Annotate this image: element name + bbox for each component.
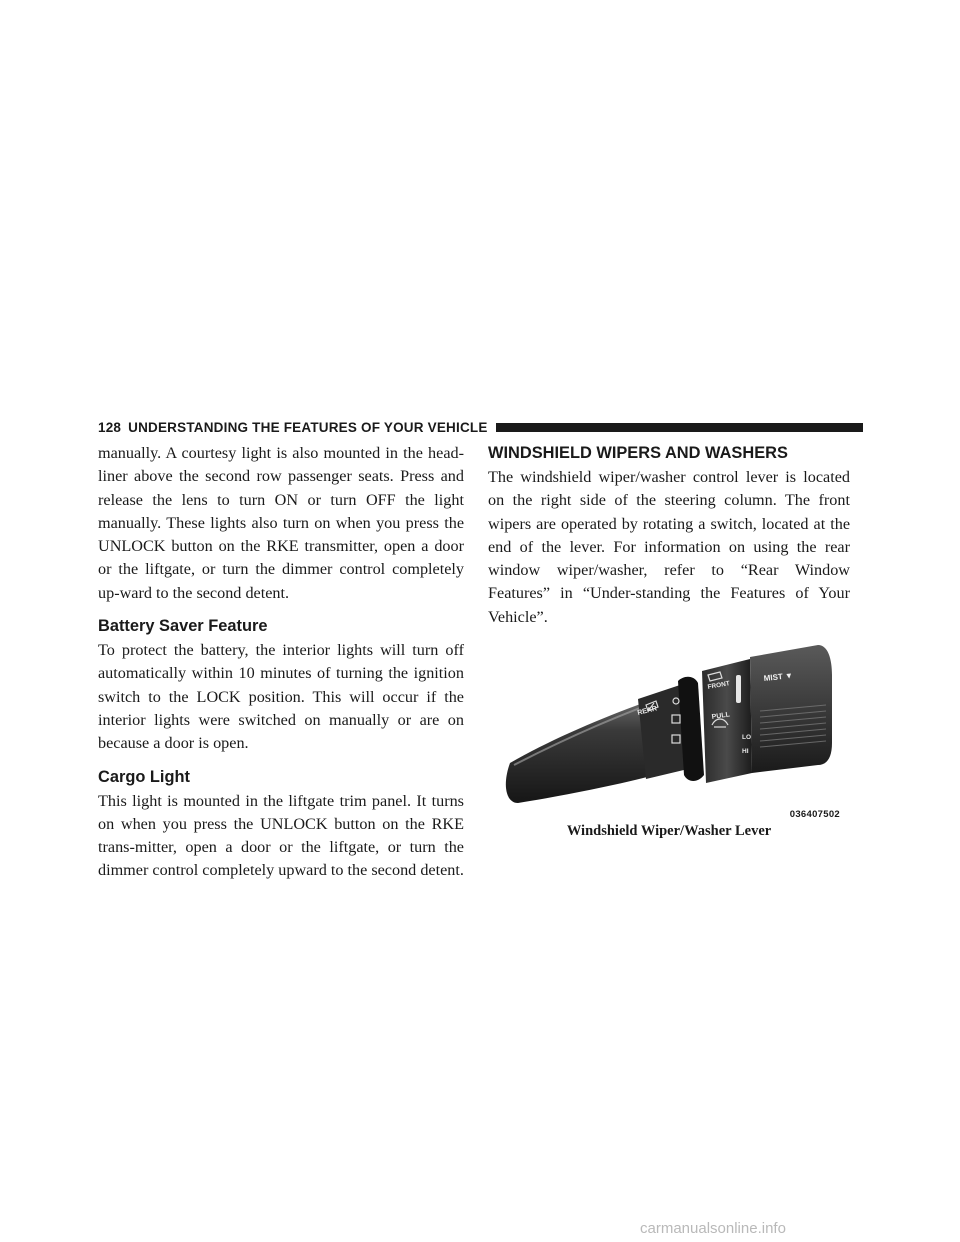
battery-saver-paragraph: To protect the battery, the interior lights will turn off automatically within 10 minutes of turning the ignition switch to the LOCK position. This will occur if the interior lights were switched on manually or are on because a door is open. <box>98 641 464 753</box>
page-number: 128 <box>98 419 122 435</box>
pull-label: PULL <box>711 711 731 722</box>
cargo-light-paragraph: This light is mounted in the liftgate trim panel. It turns on when you press the UNLOCK button on the RKE trans-mitter, open a door or the liftgate, or turn the dimmer control completely upward to the second detent. <box>98 791 465 880</box>
rear-label: REAR <box>636 705 658 718</box>
figure-code: 036407502 <box>789 809 840 821</box>
lo-label: LO <box>742 734 752 742</box>
wipers-paragraph: The windshield wiper/washer control lever is located on the right side of the steering column. The front wipers are operated by rotating a switch, located at the end of the lever. For information on using the rear window wiper/washer, refer to “Rear Window Features” in “Under-standing the Features of Your Vehicle”. <box>488 468 851 626</box>
figure-caption: Windshield Wiper/Washer Lever <box>566 823 772 840</box>
mist-label: MIST ▼ <box>763 671 794 684</box>
hi-label: HI <box>742 748 749 756</box>
cargo-light-heading: Cargo Light <box>98 767 190 786</box>
wipers-heading: WINDSHIELD WIPERS AND WASHERS <box>488 444 788 462</box>
watermark: carmanualsonline.info <box>640 1220 786 1237</box>
page-header <box>98 418 863 436</box>
right-column <box>488 442 850 840</box>
left-column <box>98 442 464 883</box>
wiper-lever-illustration <box>488 635 850 821</box>
lever-end-cap <box>750 645 832 773</box>
wiper-lever-figure <box>488 635 850 821</box>
courtesy-light-paragraph: manually. A courtesy light is also mounted in the head- liner above the second row passenger seats. Press and release the lens to turn ON or turn OFF the light manually. These lights also turn on when you press the UNLOCK button on the RKE transmitter, open a door or the liftgate, or turn the dimmer control completely up-ward to the second detent. <box>98 444 465 602</box>
front-label: FRONT <box>707 680 731 692</box>
battery-saver-heading: Battery Saver Feature <box>98 617 268 636</box>
indicator-stripe <box>736 675 741 703</box>
header-rule <box>496 423 863 432</box>
front-wiper-knob <box>702 659 752 783</box>
running-title: UNDERSTANDING THE FEATURES OF YOUR VEHICLE <box>128 419 488 435</box>
